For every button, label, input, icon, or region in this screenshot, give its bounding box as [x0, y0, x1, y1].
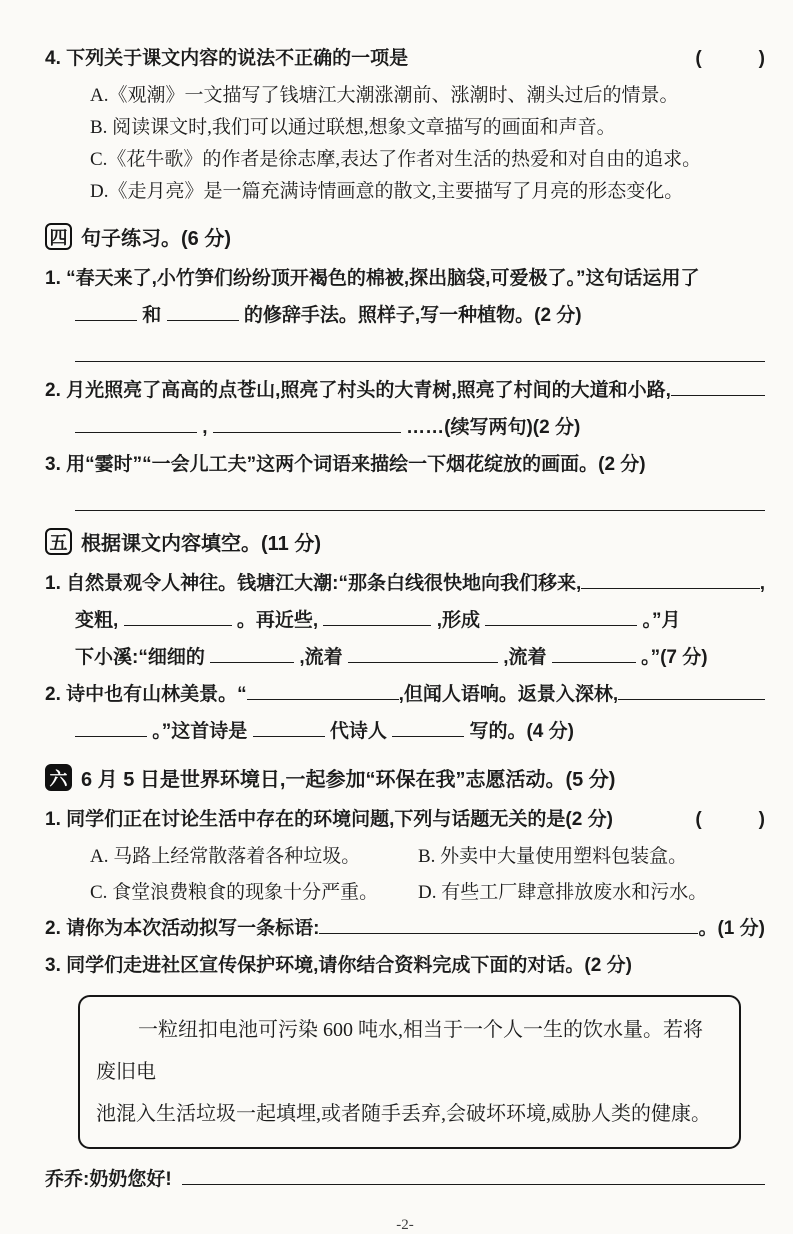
s5-q1-line2-seg3: ,形成 — [436, 610, 480, 631]
info-box-line2: 池混入生活垃圾一起填埋,或者随手丢弃,会破坏环境,威胁人类的健康。 — [96, 1103, 711, 1125]
s6-q1-answer-bracket: ( ) — [695, 809, 765, 830]
s5-q1-line2 — [45, 606, 765, 636]
question-4-answer-bracket: ( ) — [695, 48, 765, 69]
question-4-option-b: B. 阅读课文时,我们可以通过联想,想象文章描写的画面和声音。 — [90, 117, 616, 138]
s4-q1-line2-mid: 和 — [142, 305, 162, 326]
section-4-header — [45, 222, 765, 251]
s4-q1-line1: 1. “春天来了,小竹笋们纷纷顶开褐色的棉被,探出脑袋,可爱极了。”这句话运用了 — [45, 268, 700, 289]
s6-q3-line: 3. 同学们走进社区宣传保护环境,请你结合资料完成下面的对话。(2 分) — [45, 955, 632, 976]
section-5-header — [45, 527, 765, 556]
s6-q2-line — [45, 914, 765, 944]
s5-q1-line1-text: 1. 自然景观令人神往。钱塘江大潮:“那条白线很快地向我们移来, — [45, 573, 582, 594]
s4-q1-line2 — [45, 301, 765, 331]
answer-blank — [182, 1166, 765, 1185]
s6-q2-pre: 2. 请你为本次活动拟写一条标语: — [45, 918, 320, 939]
answer-blank — [392, 718, 464, 737]
answer-blank — [618, 681, 765, 700]
dialog-speaker-text: 乔乔:奶奶您好! — [45, 1169, 172, 1190]
s5-q1-line1 — [45, 569, 765, 599]
s6-q1-options-row2 — [45, 878, 765, 907]
answer-blank — [75, 302, 137, 321]
question-4-option-a: A.《观潮》一文描写了钱塘江大潮涨潮前、涨潮时、潮头过后的情景。 — [90, 85, 679, 106]
s5-q1-line3-seg2: ,流着 — [299, 647, 343, 668]
s5-q2-line2-seg1: 。”这首诗是 — [152, 721, 248, 742]
s6-q1-option-d: D. 有些工厂肆意排放废水和污水。 — [418, 882, 708, 903]
answer-blank — [348, 644, 498, 663]
answer-line — [75, 338, 765, 362]
section-6-header — [45, 763, 765, 792]
section-5-badge: 五 — [45, 528, 72, 555]
s6-q2-post: 。(1 分) — [698, 918, 765, 939]
s4-q2-line1 — [45, 376, 765, 406]
s5-q1-line3-seg4: 。”(7 分) — [641, 647, 708, 668]
s5-q2-line1 — [45, 680, 765, 710]
s5-q1-line1-comma: , — [759, 573, 765, 594]
question-4-stem-row — [45, 44, 765, 74]
answer-blank — [75, 718, 147, 737]
s4-q2-line1-text: 2. 月光照亮了高高的点苍山,照亮了村头的大青树,照亮了村间的大道和小路, — [45, 380, 671, 401]
s6-q1-option-b: B. 外卖中大量使用塑料包装盒。 — [418, 846, 688, 867]
answer-blank — [124, 607, 232, 626]
s5-q1-line3 — [45, 643, 765, 673]
s5-q2-line1-seg2: ,但闻人语响。返景入深林, — [398, 684, 619, 705]
answer-line — [75, 487, 765, 511]
section-6-badge: 六 — [45, 764, 72, 791]
question-4-stem: 4. 下列关于课文内容的说法不正确的一项是 — [45, 48, 409, 69]
answer-blank — [210, 644, 294, 663]
question-4-option-d: D.《走月亮》是一篇充满诗情画意的散文,主要描写了月亮的形态变化。 — [90, 181, 684, 202]
answer-blank — [167, 302, 239, 321]
answer-blank — [319, 915, 698, 934]
answer-blank — [247, 681, 399, 700]
s5-q1-line3-seg1: 下小溪:“细细的 — [75, 647, 205, 668]
s4-q2-line2 — [45, 413, 765, 443]
s4-q1-line2-end: 的修辞手法。照样子,写一种植物。(2 分) — [243, 305, 582, 326]
footer-page-number: -2- — [396, 1217, 414, 1233]
answer-blank — [552, 644, 636, 663]
section-5-title: 根据课文内容填空。(11 分) — [81, 533, 322, 555]
s6-q1-option-c: C. 食堂浪费粮食的现象十分严重。 — [90, 882, 379, 903]
s5-q2-line2 — [45, 717, 765, 747]
s5-q1-line2-seg4: 。”月 — [642, 610, 681, 631]
s5-q1-line3-seg3: ,流着 — [503, 647, 547, 668]
answer-blank — [213, 414, 401, 433]
s5-q1-line2-seg2: 。再近些, — [236, 610, 319, 631]
s5-q2-line2-seg2: 代诗人 — [329, 721, 387, 742]
dialog-line — [45, 1165, 765, 1195]
s4-q2-line2-end: ……(续写两句)(2 分) — [406, 417, 581, 438]
s6-q1-stem-row — [45, 805, 765, 835]
s5-q2-line1-seg1: 2. 诗中也有山林美景。“ — [45, 684, 247, 705]
s6-q1-options-row1 — [45, 842, 765, 871]
answer-blank — [253, 718, 325, 737]
section-4-title: 句子练习。(6 分) — [81, 228, 231, 250]
question-4-option-c: C.《花牛歌》的作者是徐志摩,表达了作者对生活的热爱和对自由的追求。 — [90, 149, 702, 170]
section-4-badge: 四 — [45, 223, 72, 250]
info-box-line1: 一粒纽扣电池可污染 600 吨水,相当于一个人一生的饮水量。若将废旧电 — [96, 1019, 703, 1083]
answer-blank — [75, 414, 197, 433]
s5-q2-line2-seg3: 写的。(4 分) — [469, 721, 574, 742]
s4-q2-line2-comma: , — [202, 417, 208, 438]
s6-q1-stem: 1. 同学们正在讨论生活中存在的环境问题,下列与话题无关的是(2 分) — [45, 809, 613, 830]
answer-blank — [323, 607, 431, 626]
s6-q1-option-a: A. 马路上经常散落着各种垃圾。 — [90, 846, 361, 867]
s4-q3-line: 3. 用“霎时”“一会儿工夫”这两个词语来描绘一下烟花绽放的画面。(2 分) — [45, 454, 646, 475]
s5-q1-line2-seg1: 变粗, — [75, 610, 119, 631]
question-4-options — [45, 81, 765, 206]
answer-blank — [671, 377, 765, 396]
answer-blank — [581, 570, 759, 589]
section-6-title: 6 月 5 日是世界环境日,一起参加“环保在我”志愿活动。(5 分) — [81, 769, 616, 791]
info-box — [78, 995, 741, 1149]
answer-blank — [485, 607, 637, 626]
